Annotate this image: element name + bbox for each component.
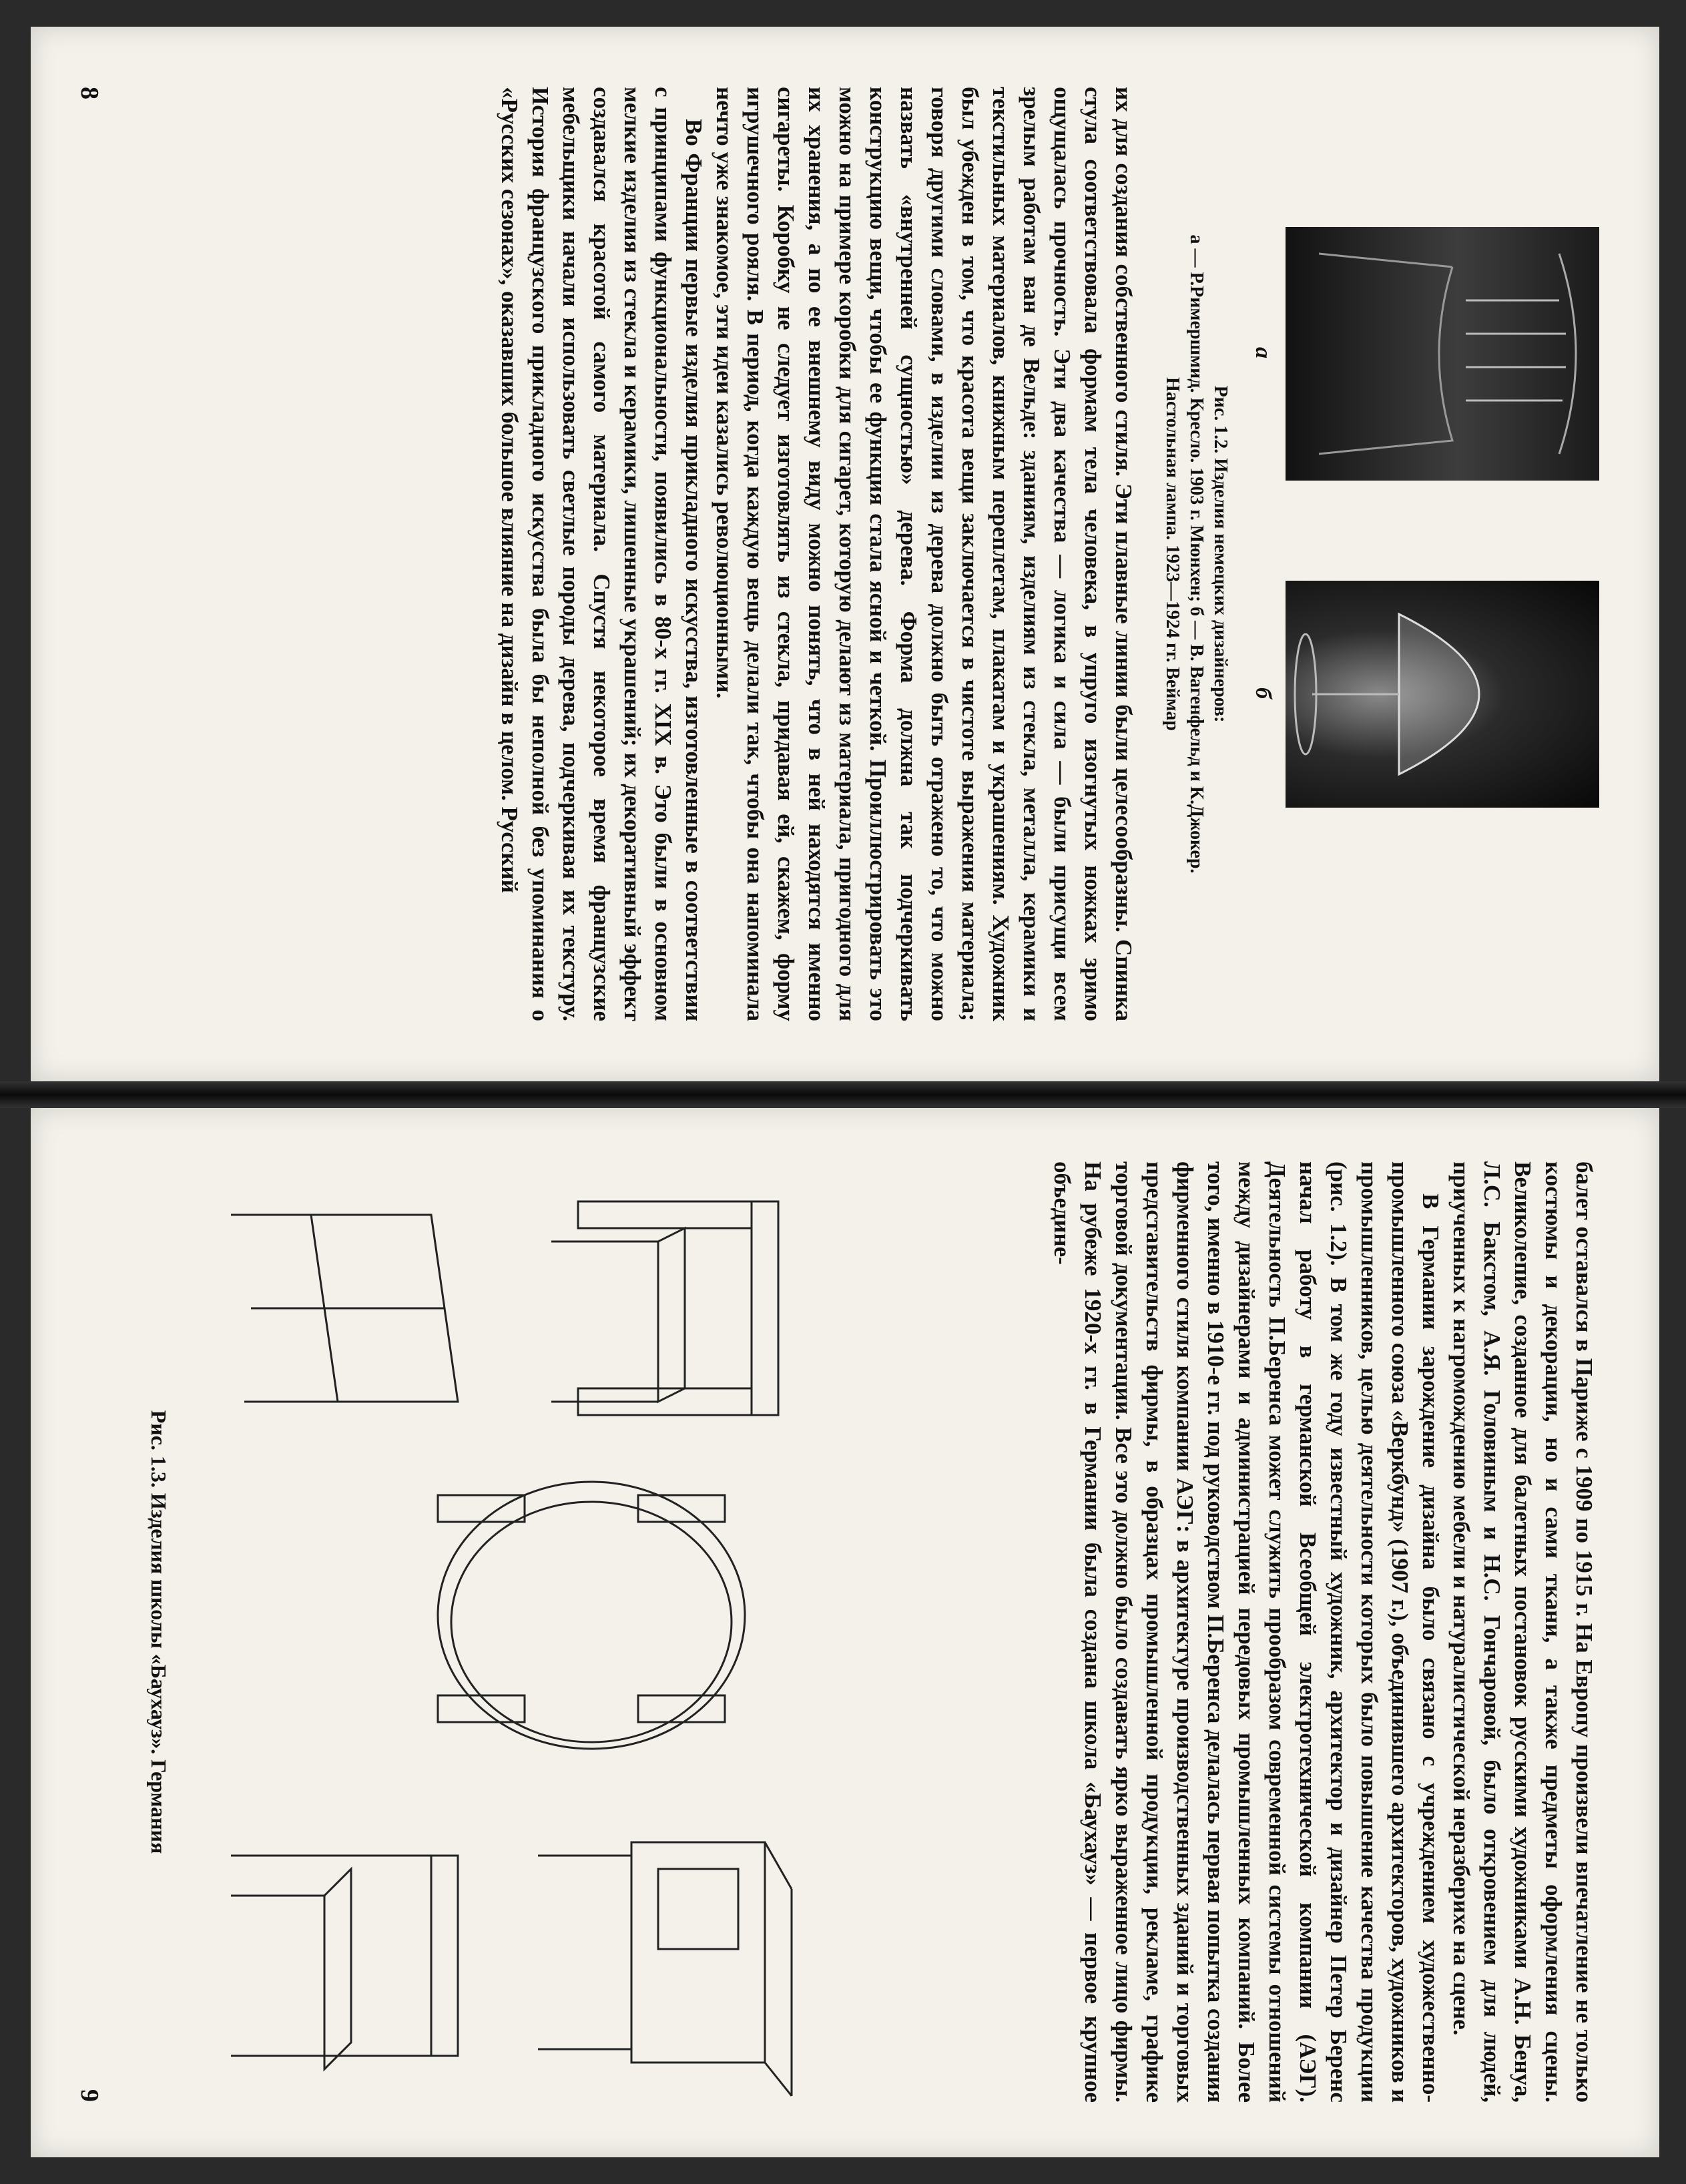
round-table-drawing bbox=[438, 1482, 745, 1749]
table-lamp-photo bbox=[1286, 581, 1599, 808]
left-body-text bbox=[494, 87, 1139, 1021]
chair-drawing-1 bbox=[551, 1201, 778, 1415]
fig-1-2-line1: а — Р.Римершмид. Кресло. 1903 г. Мюнхен; б — В. Вагенфельд и К.Джокер. bbox=[1186, 234, 1207, 874]
page-number-left: 8 bbox=[75, 87, 103, 99]
armchair-sketch-icon bbox=[1286, 227, 1599, 481]
fig-label-b: б bbox=[1251, 688, 1276, 699]
fig-label-a: а bbox=[1251, 347, 1276, 358]
chair-drawing-3 bbox=[231, 1856, 458, 2069]
left-page bbox=[31, 27, 1659, 1081]
lamp-sketch-icon bbox=[1286, 581, 1599, 808]
right-paragraph-1: балет оставался в Париже с 1909 по 1915 г. На Европу произвели впечатление не только костюмы и декорации, но и сами ткани, а также предметы оформления сцены. Великолепие, созданное для балетных постановок русскими художниками А.Н. Бенуа, Л.С. Бакстом, А.Я. Головиным и Н.С. Гончаровой, было откровением для людей, приученных к нагромождению мебели и натуралистической неразберихе на сцене. bbox=[1448, 1161, 1597, 2103]
left-paragraph-1: их для создания собственного стиля. Эти плавные линии были целесообразны. Спинка стула соответствовала формам тела человека, в упруго изогнутых ножках зримо ощущалась прочность. Эти два качества — логика и сила — были присущи всем зрелым работам ван де Вельде: зданиям, изделиям из стекла, металла, керамики и текстильных материалов, книжным переплетам, плакатам и украшениям. Художник был убежден в том, что красота вещи заключается в чистоте выражения материала; говоря другими словами, в изделии из дерева должно быть отражено то, что можно назвать «внутренней сущностью» дерева. Форма должна так подчеркивать конструкцию вещи, чтобы ее функция стала ясной и четкой. Проиллюстрировать это можно на примере коробки для сигарет, которую делают из материала, пригодного для их хранения, а по ее внешнему виду можно понять, что в ней находятся именно сигареты. Коробку не следует изготовлять из стекла, придавая ей, скажем, форму игрушечного рояля. В период, когда каждую вещь делали так, чтобы она напоминала нечто уже знакомое, эти идеи казались революционными. bbox=[712, 87, 1137, 1021]
page-number-right: 9 bbox=[75, 2089, 103, 2102]
right-page bbox=[31, 1108, 1659, 2157]
fig-1-2-caption bbox=[1160, 73, 1232, 1035]
left-paragraph-2: Во Франции первые изделия прикладного искусства, изготовленные в соответствии с принципами функциональности, появились в 80-х гг. XIX в. Это были в основном мелкие изделия из стекла и керамики, лишенные украшений; их декоративный эффект создавался красотой самого материала. Спустя некоторое время французские мебельщики начали использовать светлые породы дерева, подчеркивая их текстуру. История французского прикладного искусства была бы неполной без упоминания о «Русских сезонах», оказавших большое влияние на дизайн в целом. Русский bbox=[497, 87, 707, 1021]
fig-1-3-caption: Рис. 1.3. Изделия школы «Баухауз». Германия bbox=[147, 1410, 171, 1854]
fig-1-2-title: Рис. 1.2. Изделия немецких дизайнеров: bbox=[1210, 385, 1231, 723]
right-paragraph-2: В Германии зарождение дизайна было связано с учреждением художественно-промышленного союза «Веркбунд» (1907 г.), объединившего архитекторов, художников и промышленников, целью деятельности которых было повышение качества продукции (рис. 1.2). В том же году известный художник, архитектор и дизайнер Петер Беренс начал работу в германской Всеобщей электротехнической компании (АЭГ). Деятельность П.Беренса может служить прообразом современной системы отношений между дизайнерами и администрацией передовых промышленных компаний. Более того, именно в 1910-е гг. под руководством П.Беренса делалась первая попытка создания фирменного стиля компании АЭГ: в архитектуре производственных зданий и торговых представительств фирмы, в образцах промышленной продукции, рекламе, графике торговой документации. Все это должно было создавать ярко выраженное лицо фирмы. На рубеже 1920-х гг. в Германии была создана школа «Баухауз» — первое крупное объедине- bbox=[1049, 1161, 1444, 2103]
cabinet-drawing bbox=[538, 1842, 792, 2096]
armchair-photo bbox=[1286, 227, 1599, 481]
fig-1-2-line2: Настольная лампа. 1923—1924 гг. Веймар bbox=[1162, 377, 1183, 731]
book-gutter bbox=[0, 1081, 1686, 1108]
chair-drawing-2 bbox=[231, 1215, 458, 1402]
right-body-text bbox=[1047, 1161, 1599, 2103]
bauhaus-furniture-illustration bbox=[218, 1161, 805, 2103]
